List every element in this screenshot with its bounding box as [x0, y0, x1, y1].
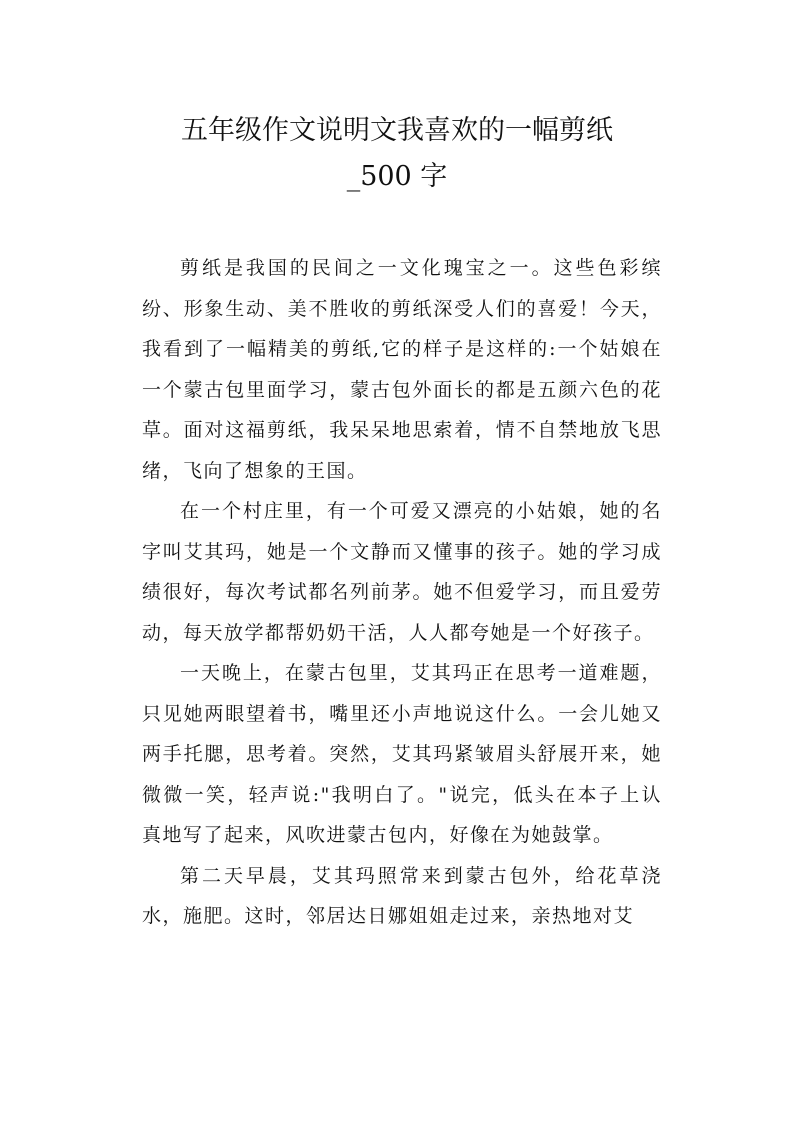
paragraph-2: 在一个村庄里，有一个可爱又漂亮的小姑娘，她的名字叫艾其玛，她是一个文静而又懂事的孩子。她的学习成绩很好，每次考试都名列前茅。她不但爱学习，而且爱劳动，每天放学都帮奶奶干活，人人都夸她是一个好孩子。 [142, 500, 662, 644]
paragraph-4: 第二天早晨，艾其玛照常来到蒙古包外，给花草浇水，施肥。这时，邻居达日娜姐姐走过来，亲热地对艾 [142, 864, 662, 927]
document-body [142, 248, 662, 937]
document-title [80, 108, 714, 200]
title-line-2: _500 字 [346, 161, 448, 192]
paragraph-1: 剪纸是我国的民间之一文化瑰宝之一。这些色彩缤纷、形象生动、美不胜收的剪纸深受人们的喜爱！今天，我看到了一幅精美的剪纸,它的样子是这样的:一个姑娘在一个蒙古包里面学习，蒙古包外面长的都是五颜六色的花草。面对这福剪纸，我呆呆地思索着，情不自禁地放飞思绪，飞向了想象的王国。 [142, 257, 662, 482]
title-line-1: 五年级作文说明文我喜欢的一幅剪纸 [181, 115, 613, 146]
paragraph-3: 一天晚上，在蒙古包里，艾其玛正在思考一道难题，只见她两眼望着书，嘴里还小声地说这什么。一会儿她又两手托腮，思考着。突然，艾其玛紧皱眉头舒展开来，她微微一笑，轻声说:"我明白了。"说完，低头在本子上认真地写了起来，风吹进蒙古包内，好像在为她鼓掌。 [142, 662, 662, 846]
